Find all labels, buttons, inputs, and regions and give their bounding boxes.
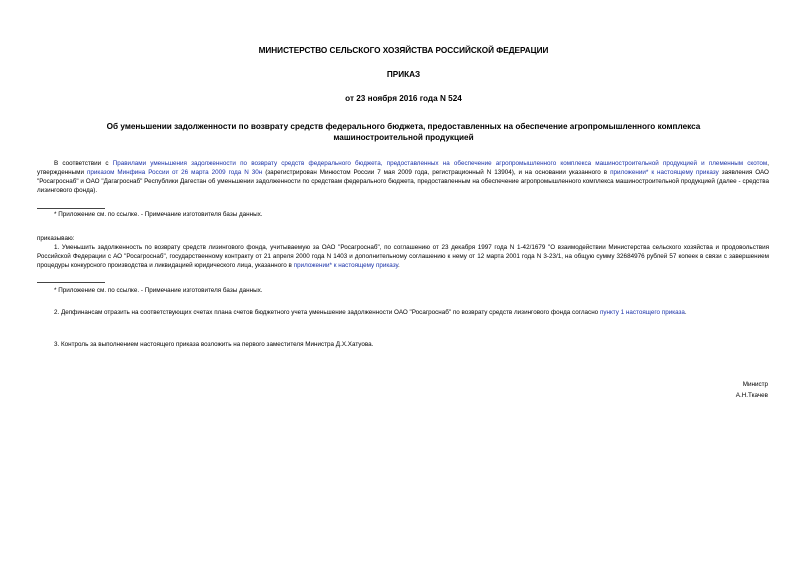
document-type: ПРИКАЗ bbox=[386, 70, 421, 79]
signature-name: А.Н.Ткачев bbox=[735, 392, 768, 399]
title-line-1: Об уменьшении задолженности по возврату средств федерального бюджета, предоставленных на обеспечение агропромышленного комплекса bbox=[106, 122, 701, 131]
preamble-paragraph bbox=[37, 159, 769, 195]
ministry-heading: МИНИСТЕРСТВО СЕЛЬСКОГО ХОЗЯЙСТВА РОССИЙСКОЙ ФЕДЕРАЦИИ bbox=[258, 46, 549, 55]
document-title bbox=[80, 121, 727, 143]
item-3-paragraph: 3. Контроль за выполнением настоящего приказа возложить на первого заместителя Министра Д.Х.Хатуова. bbox=[54, 341, 374, 348]
item-2-end: . bbox=[684, 309, 687, 316]
item-2-text: 2. Депфинансам отразить на соответствующих счетах плана счетов бюджетного учета уменьшение задолженности ОАО "Росагроснаб" по возврату средств лизингового фонда согласно bbox=[54, 309, 600, 316]
item-1-text: 1. Уменьшить задолженность по возврату средств лизингового фонда, учитываемую за ОАО "Росагроснаб", по соглашению от 23 декабря 1997 года N 1-42/1679 "О взаимодействии Министерства сельского хозяйства и продовольствия Российской Федерации с АО "Росагроснаб", государственному контракту от 21 апреля 2000 года N 1403 и дополнительному соглашению к нему от 12 марта 2001 года N 3-23/1, на общую сумму 32684976 рублей 57 копеек в связи с завершением процедуры конкурсного производства и ликвидацией юридического лица, указанного в bbox=[37, 244, 769, 269]
preamble-text-4: заявления ОАО "Росагроснаб" и ОАО "Дагагроснаб" Республики Дагестан об уменьшении задолженности по средствам федерального бюджета, предоставленным на обеспечение агропромышленного комплекса машиностроительной продукцией (далее - средства лизингового фонда). bbox=[37, 169, 769, 194]
footnote-1: * Приложение см. по ссылке. - Примечание изготовителя базы данных. bbox=[54, 211, 263, 218]
item-1-end: . bbox=[398, 262, 400, 269]
footnote-divider-1 bbox=[37, 208, 105, 209]
rules-link[interactable]: Правилами уменьшения задолженности по возврату средств федерального бюджета, предоставленных на обеспечение агропромышленного комплекса машиностроительной продукцией и племенным скотом bbox=[112, 160, 768, 167]
preamble-text-2: , утвержденными bbox=[37, 160, 769, 176]
appendix-link-2[interactable]: приложении* к настоящему приказу bbox=[293, 262, 399, 269]
footnote-divider-2 bbox=[37, 282, 105, 283]
item-1-paragraph bbox=[37, 243, 769, 270]
orders-word: приказываю: bbox=[37, 235, 75, 242]
preamble-text-3: (зарегистрирован Минюстом России 7 мая 2009 года, регистрационный N 13904), и на основании указанного в bbox=[262, 169, 611, 176]
item-1-reference-link[interactable]: пункту 1 настоящего приказа bbox=[599, 309, 685, 316]
signature-position: Министр bbox=[742, 381, 768, 388]
title-line-2: машиностроительной продукцией bbox=[333, 133, 474, 142]
footnote-2: * Приложение см. по ссылке. - Примечание изготовителя базы данных. bbox=[54, 287, 263, 294]
preamble-text-1: В соответствии с bbox=[54, 160, 113, 167]
minfin-order-link[interactable]: приказом Минфина России от 26 марта 2009 года N 30н bbox=[87, 169, 263, 176]
item-2-paragraph bbox=[37, 308, 769, 317]
appendix-link-1[interactable]: приложении* к настоящему приказу bbox=[610, 169, 719, 176]
document-date-number: от 23 ноября 2016 года N 524 bbox=[345, 94, 462, 103]
